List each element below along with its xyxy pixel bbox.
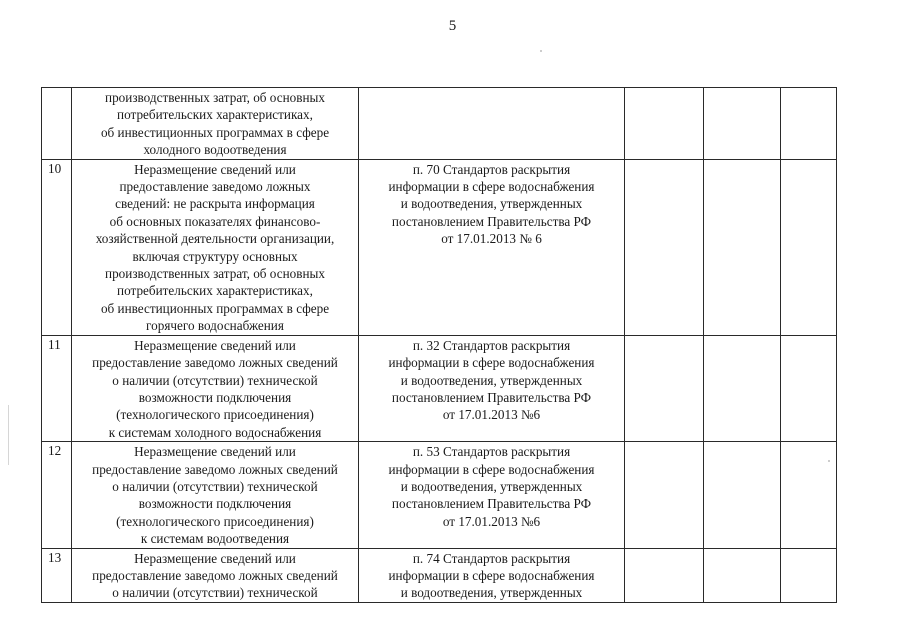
empty-cell bbox=[704, 335, 781, 441]
violation-cell: Неразмещение сведений или предоставление заведомо ложных сведений о наличии (отсутствии) технической возможности подключения (технологического присоединения) к системам холодного водоснабжения bbox=[72, 335, 359, 441]
empty-cell bbox=[625, 159, 704, 335]
empty-cell bbox=[625, 335, 704, 441]
violation-cell: производственных затрат, об основных потребительских характеристиках, об инвестиционных программах в сфере холодного водоотведения bbox=[72, 88, 359, 160]
reference-cell: п. 53 Стандартов раскрытия информации в сфере водоснабжения и водоотведения, утвержденных постановлением Правительства РФ от 17.01.2013 №6 bbox=[359, 442, 625, 548]
table-row bbox=[42, 548, 837, 602]
empty-cell bbox=[704, 159, 781, 335]
violations-table bbox=[41, 87, 837, 603]
empty-cell bbox=[625, 548, 704, 602]
scan-speck bbox=[828, 460, 830, 462]
table-row bbox=[42, 159, 837, 335]
empty-cell bbox=[781, 335, 837, 441]
row-number-cell: 13 bbox=[42, 548, 72, 602]
reference-cell: п. 32 Стандартов раскрытия информации в сфере водоснабжения и водоотведения, утвержденных постановлением Правительства РФ от 17.01.2013 №6 bbox=[359, 335, 625, 441]
empty-cell bbox=[781, 88, 837, 160]
scan-speck bbox=[540, 50, 542, 52]
violation-cell: Неразмещение сведений или предоставление заведомо ложных сведений о наличии (отсутствии) технической возможности подключения (технологического присоединения) к системам водоотведения bbox=[72, 442, 359, 548]
table-row bbox=[42, 88, 837, 160]
row-number-cell bbox=[42, 88, 72, 160]
table-row bbox=[42, 442, 837, 548]
empty-cell bbox=[781, 548, 837, 602]
empty-cell bbox=[704, 88, 781, 160]
empty-cell bbox=[781, 159, 837, 335]
empty-cell bbox=[625, 442, 704, 548]
violation-cell: Неразмещение сведений или предоставление заведомо ложных сведений о наличии (отсутствии) технической bbox=[72, 548, 359, 602]
reference-cell: п. 70 Стандартов раскрытия информации в сфере водоснабжения и водоотведения, утвержденных постановлением Правительства РФ от 17.01.2013 № 6 bbox=[359, 159, 625, 335]
scan-edge-mark bbox=[8, 405, 9, 465]
row-number-cell: 10 bbox=[42, 159, 72, 335]
empty-cell bbox=[704, 442, 781, 548]
table-row bbox=[42, 335, 837, 441]
reference-cell bbox=[359, 88, 625, 160]
empty-cell bbox=[781, 442, 837, 548]
row-number-cell: 12 bbox=[42, 442, 72, 548]
row-number-cell: 11 bbox=[42, 335, 72, 441]
reference-cell: п. 74 Стандартов раскрытия информации в сфере водоснабжения и водоотведения, утвержденных bbox=[359, 548, 625, 602]
violation-cell: Неразмещение сведений или предоставление заведомо ложных сведений: не раскрыта информация об основных показателях финансово- хозяйственной деятельности организации, включая структуру основных производственных затрат, об основных потребительских характеристиках, об инвестиционных программах в сфере горячего водоснабжения bbox=[72, 159, 359, 335]
empty-cell bbox=[704, 548, 781, 602]
empty-cell bbox=[625, 88, 704, 160]
page-number: 5 bbox=[448, 18, 457, 34]
